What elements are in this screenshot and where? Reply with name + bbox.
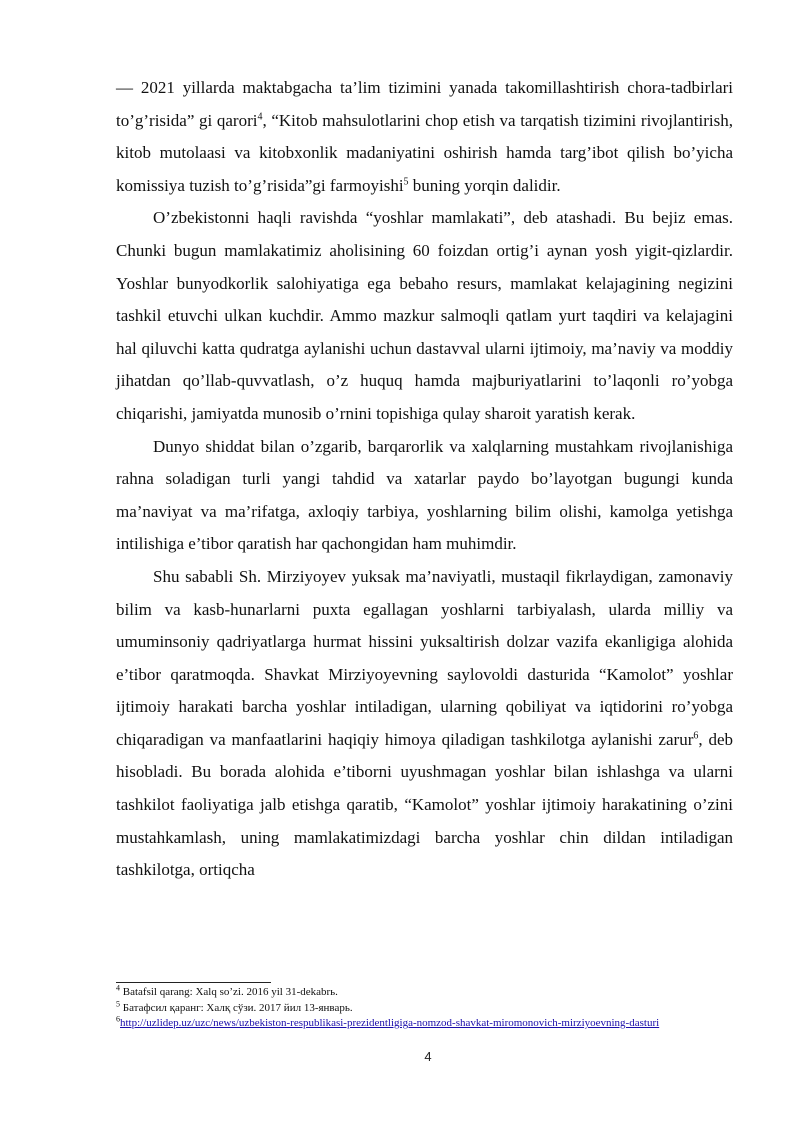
footnote-number: 4 — [116, 983, 120, 993]
footnote-ref-5[interactable]: 5 — [403, 176, 409, 188]
page-number: 4 — [424, 1049, 432, 1064]
paragraph-1-part-c: buning yorqin dalidir. — [408, 175, 561, 195]
footnote-number: 6 — [116, 1014, 120, 1024]
footnote-number: 5 — [116, 998, 120, 1008]
main-text — [116, 72, 733, 887]
footnote-link[interactable]: http://uzlidep.uz/uzc/news/uzbekiston-respublikasi-prezidentligiga-nomzod-shavkat-miromonovich-mirziyoevning-dasturi — [120, 1017, 660, 1029]
footnote-5 — [116, 998, 740, 1017]
paragraph-4-part-b: , deb hisobladi. Bu borada alohida e’tiborni uyushmagan yoshlar bilan ishlashga va ularni tashkilot faoliyatiga jalb etishga qaratib, “Kamolot” yoshlar ijtimoiy harakatining o’zini mustahkamlash, uning mamlakatimizdagi barcha yoshlar chin dildan intiladigan tashkilotga, ortiqcha — [116, 729, 734, 880]
footnote-4 — [116, 985, 740, 1001]
footnotes — [116, 985, 740, 1032]
paragraph-1-part-b: , “Kitob mahsulotlarini chop etish va tarqatish tizimini rivojlantirish, kitob mutolaasi va kitobxonlik madaniyatini oshirish hamda targ’ibot qilish bo’yicha komissiya tuzish to’g’risida”gi farmoyishi — [116, 110, 733, 195]
footnote-text: Батафсил қаранг: Халқ сўзи. 2017 йил 13-январь. — [120, 1001, 353, 1014]
paragraph-1 — [116, 72, 733, 202]
footnote-ref-6[interactable]: 6 — [693, 730, 699, 742]
footnote-separator — [116, 982, 271, 983]
paragraph-1-part-a: — 2021 yillarda maktabgacha ta’lim tizimini yanada takomillashtirish chora-tadbirlari to’g’risida” gi qarori — [116, 78, 733, 130]
paragraph-2: O’zbekistonni haqli ravishda “yoshlar mamlakati”, deb atashadi. Bu bejiz emas. Chunki bugun mamlakatimiz aholisining 60 foizdan ortig’i aynan yosh yigit-qizlardir. Yoshlar bunyodkorlik salohiyatiga ega bebaho resurs, mamlakat kelajagining negizini tashkil etuvchi ulkan kuchdir. Ammo mazkur salmoqli qatlam yurt taqdiri va kelajagini hal qiluvchi katta qudratga aylanishi uchun dastavval ularni ijtimoiy, ma’naviy va moddiy jihatdan qo’llab-quvvatlash, o’z huquq hamda majburiyatlarini to’laqonli ro’yobga chiqarishi, jamiyatda munosib o’rnini topishiga qulay sharoit yaratish kerak. — [116, 208, 733, 423]
paragraph-4-part-a: Shu sababli Sh. Mirziyoyev yuksak ma’naviyatli, mustaqil fikrlaydigan, zamonaviy bilim va kasb-hunarlarni puxta egallagan yoshlarni tarbiyalash, ularda milliy va umuminsoniy qadriyatlarga hurmat hissini yuksaltirish dolzar vazifa ekanligiga alohida e’tibor qaratmoqda. Shavkat Mirziyoyevning saylovoldi dasturida “Kamolot” yoshlar ijtimoiy harakati barcha yoshlar intiladigan, ularning qobiliyat va iqtidorini ro’yobga chiqaradigan va manfaatlarini haqiqiy himoya qiladigan tashkilotga aylanishi zarur — [116, 566, 733, 749]
footnote-text: Batafsil qarang: Xalq so’zi. 2016 yil 31-dekabrь. — [120, 986, 338, 998]
paragraph-4 — [116, 561, 733, 887]
footnote-ref-4[interactable]: 4 — [257, 110, 263, 122]
footnote-6 — [116, 1016, 740, 1032]
paragraph-3: Dunyo shiddat bilan o’zgarib, barqarorlik va xalqlarning mustahkam rivojlanishiga rahna soladigan turli yangi tahdid va xatarlar paydo bo’layotgan bugungi kunda ma’naviyat va ma’rifatga, axloqiy tarbiya, yoshlarning bilim olishi, kamolga yetishga intilishiga e’tibor qaratish har qachongidan ham muhimdir. — [116, 436, 733, 554]
